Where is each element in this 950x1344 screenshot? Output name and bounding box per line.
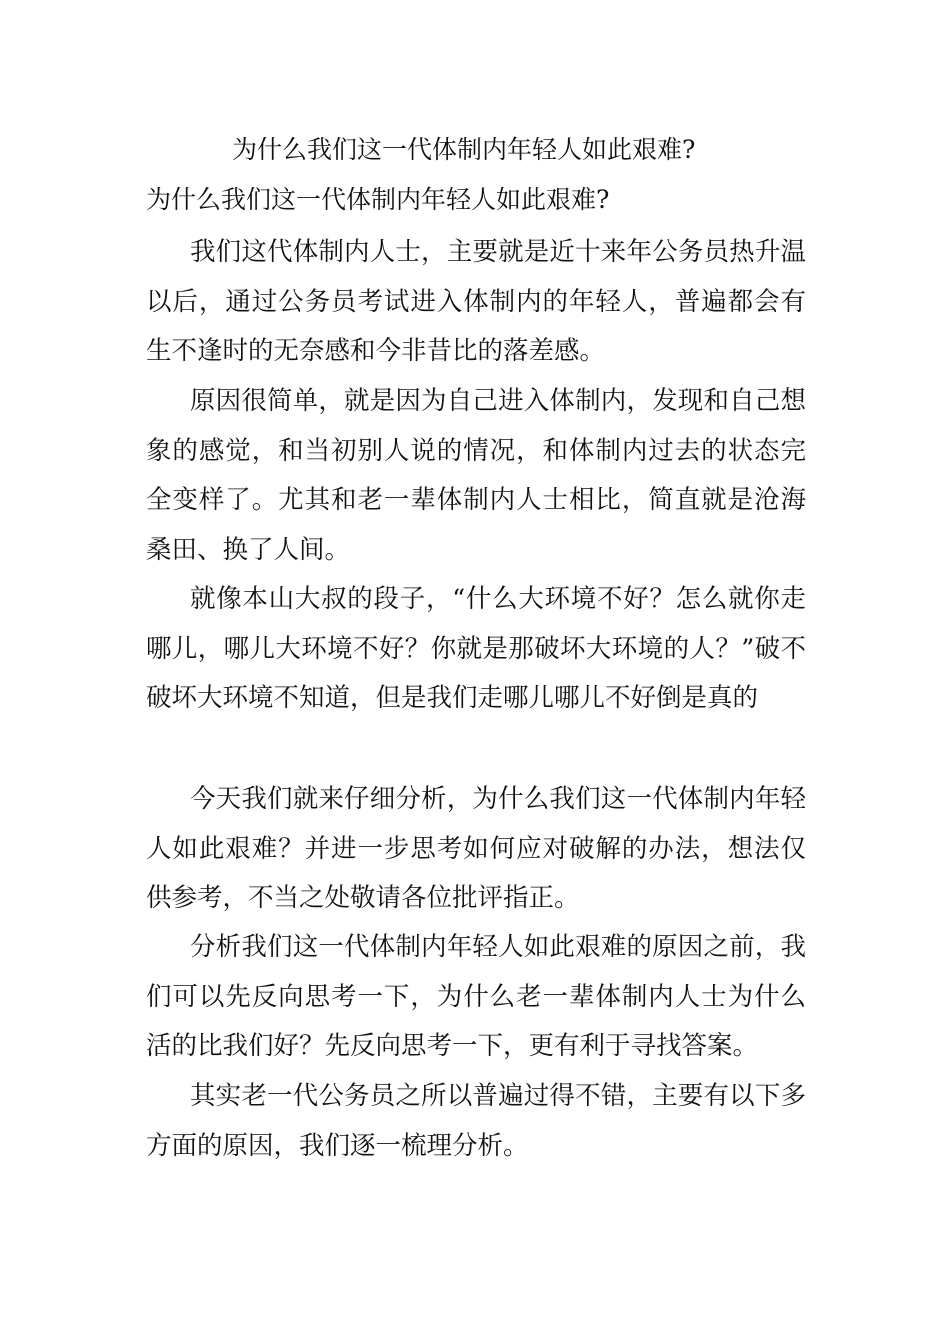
document-subtitle: 为什么我们这一代体制内年轻人如此艰难? bbox=[146, 185, 610, 214]
paragraph-3: 就像本山大叔的段子，“什么大环境不好？怎么就你走哪儿，哪儿大环境不好？你就是那破坏大环境的人？”破不破坏大环境不知道，但是我们走哪儿哪儿不好倒是真的 bbox=[146, 584, 806, 713]
document-title: 为什么我们这一代体制内年轻人如此艰难? bbox=[232, 135, 696, 164]
paragraph-2: 原因很简单，就是因为自己进入体制内，发现和自己想象的感觉，和当初别人说的情况，和体制内过去的状态完全变样了。尤其和老一辈体制内人士相比，简直就是沧海桑田、换了人间。 bbox=[146, 386, 806, 565]
paragraph-1: 我们这代体制内人士，主要就是近十来年公务员热升温以后，通过公务员考试进入体制内的年轻人，普遍都会有生不逢时的无奈感和今非昔比的落差感。 bbox=[146, 237, 806, 366]
paragraph-5: 分析我们这一代体制内年轻人如此艰难的原因之前，我们可以先反向思考一下，为什么老一辈体制内人士为什么活的比我们好？先反向思考一下，更有利于寻找答案。 bbox=[146, 932, 806, 1061]
paragraph-4: 今天我们就来仔细分析，为什么我们这一代体制内年轻人如此艰难？并进一步思考如何应对破解的办法，想法仅供参考，不当之处敬请各位批评指正。 bbox=[146, 784, 806, 913]
paragraph-6: 其实老一代公务员之所以普遍过得不错，主要有以下多方面的原因，我们逐一梳理分析。 bbox=[146, 1081, 806, 1161]
